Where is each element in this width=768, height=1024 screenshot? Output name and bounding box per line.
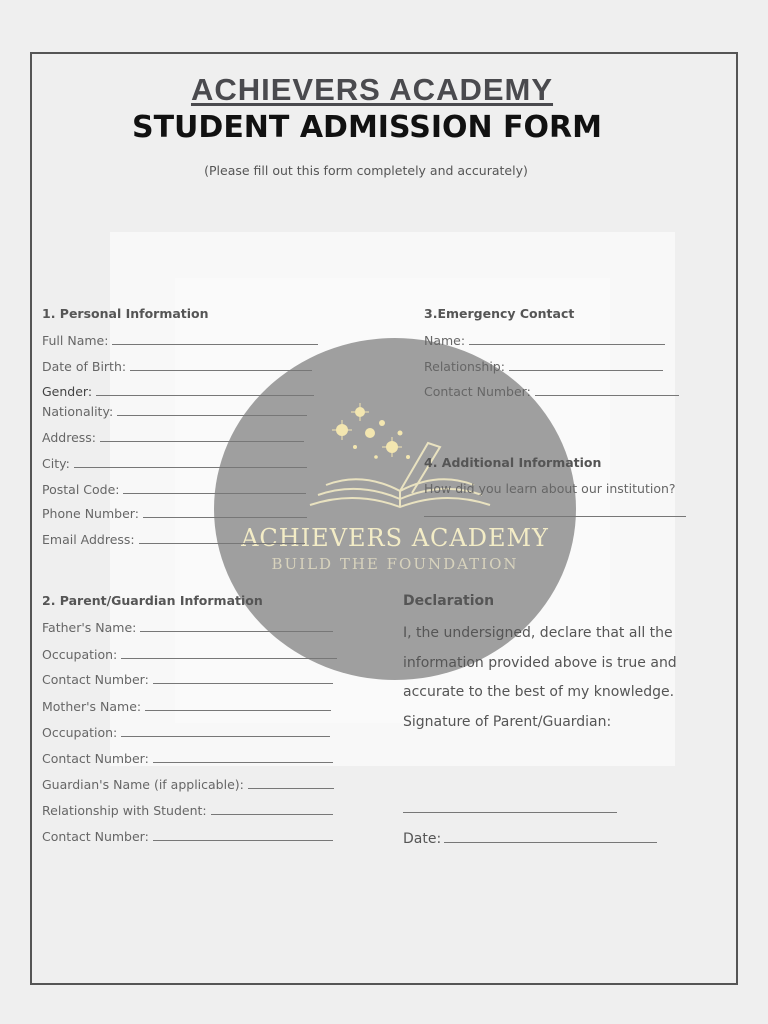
declaration-body	[403, 619, 703, 737]
father-name-label: Father's Name:	[42, 620, 137, 635]
mother-contact-field[interactable]	[42, 750, 333, 766]
mother-contact-label: Contact Number:	[42, 751, 149, 766]
postal-code-label: Postal Code:	[42, 482, 120, 497]
address-field[interactable]	[42, 429, 304, 445]
guardian-name-field[interactable]	[42, 776, 334, 792]
mother-occupation-label: Occupation:	[42, 725, 118, 740]
dob-label: Date of Birth:	[42, 359, 127, 374]
watermark-tagline: BUILD THE FOUNDATION	[271, 555, 519, 573]
city-label: City:	[42, 456, 70, 471]
gender-field[interactable]	[42, 383, 314, 399]
additional-info-heading: 4. Additional Information	[424, 455, 602, 470]
father-contact-field[interactable]	[42, 671, 333, 687]
father-occupation-field[interactable]	[42, 646, 337, 662]
personal-info-heading: 1. Personal Information	[42, 306, 209, 321]
postal-code-field[interactable]	[42, 481, 306, 497]
mother-occupation-field[interactable]	[42, 724, 330, 740]
form-title: STUDENT ADMISSION FORM	[131, 110, 602, 145]
emergency-relationship-label: Relationship:	[424, 359, 505, 374]
nationality-label: Nationality:	[42, 404, 114, 419]
address-label: Address:	[42, 430, 96, 445]
emergency-contact-heading: 3.Emergency Contact	[424, 306, 575, 321]
full-name-field[interactable]	[42, 332, 318, 348]
signature-label: Signature of Parent/Guardian:	[403, 713, 612, 730]
date-label: Date:	[403, 831, 442, 847]
mother-name-field[interactable]	[42, 698, 331, 714]
declaration-text: I, the undersigned, declare that all the information provided above is true and accurate to the best of my knowledge.	[403, 625, 677, 700]
father-contact-label: Contact Number:	[42, 672, 149, 687]
phone-field[interactable]	[42, 505, 307, 521]
parent-info-heading: 2. Parent/Guardian Information	[42, 593, 263, 608]
signature-line[interactable]	[403, 812, 617, 813]
declaration-heading: Declaration	[403, 593, 495, 609]
email-label: Email Address:	[42, 532, 135, 547]
guardian-relationship-label: Relationship with Student:	[42, 803, 207, 818]
nationality-field[interactable]	[42, 403, 307, 419]
guardian-relationship-field[interactable]	[42, 802, 333, 818]
email-field[interactable]	[42, 531, 305, 547]
referral-question: How did you learn about our institution?	[424, 481, 676, 496]
form-instructions: (Please fill out this form completely and accurately)	[204, 163, 528, 178]
emergency-contact-label: Contact Number:	[424, 384, 531, 399]
watermark-school-name: ACHIEVERS ACADEMY	[241, 524, 549, 552]
mother-name-label: Mother's Name:	[42, 699, 142, 714]
emergency-name-label: Name:	[424, 333, 466, 348]
gender-label: Gender:	[42, 384, 93, 399]
guardian-name-label: Guardian's Name (if applicable):	[42, 777, 244, 792]
dob-field[interactable]	[42, 358, 312, 374]
father-occupation-label: Occupation:	[42, 647, 118, 662]
emergency-name-field[interactable]	[424, 332, 665, 348]
emergency-contact-field[interactable]	[424, 383, 679, 399]
referral-answer-line[interactable]	[424, 516, 686, 517]
city-field[interactable]	[42, 455, 307, 471]
full-name-label: Full Name:	[42, 333, 109, 348]
date-field[interactable]	[403, 829, 657, 847]
school-name: ACHIEVERS ACADEMY	[190, 72, 554, 107]
guardian-contact-field[interactable]	[42, 828, 333, 844]
phone-label: Phone Number:	[42, 506, 139, 521]
father-name-field[interactable]	[42, 619, 333, 635]
emergency-relationship-field[interactable]	[424, 358, 663, 374]
guardian-contact-label: Contact Number:	[42, 829, 149, 844]
